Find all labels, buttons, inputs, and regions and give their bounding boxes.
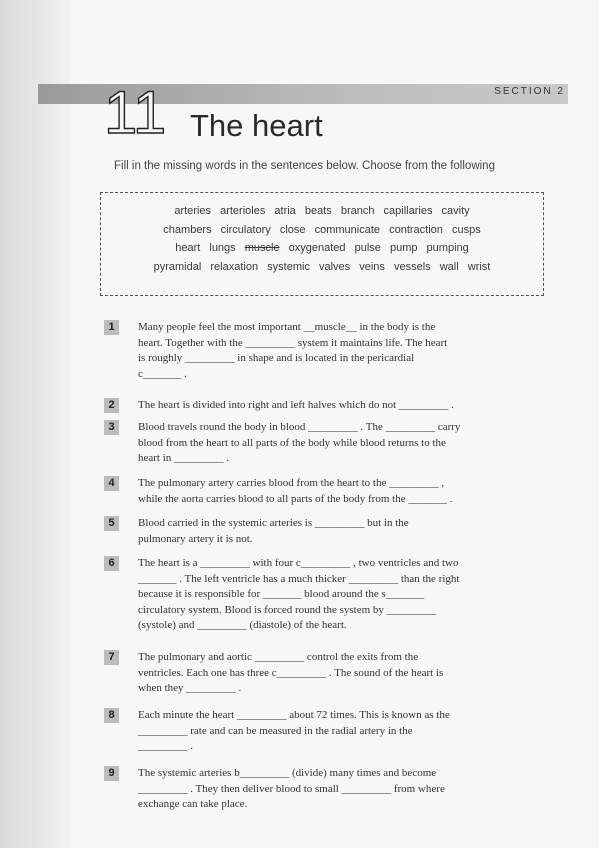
word-option: circulatory: [220, 223, 271, 236]
question-number: 6: [104, 556, 119, 571]
word-row: [111, 258, 533, 277]
question-text: [138, 320, 556, 382]
question-line: The heart is a _________ with four c_________ , two ventricles and two: [138, 557, 459, 569]
question-line: _________ . They then deliver blood to small _________ from where: [138, 782, 445, 795]
question-line: because it is responsible for _______ blood around the s_______: [138, 588, 425, 601]
word-option: vessels: [393, 260, 431, 273]
question-line: (systole) and _________ (diastole) of the heart.: [138, 619, 347, 632]
section-label: SECTION 2: [494, 86, 565, 97]
question-line: heart in _________ .: [138, 452, 230, 465]
question-text: [138, 766, 556, 813]
question-item: [104, 516, 556, 547]
word-option: branch: [340, 205, 375, 217]
word-option: valves: [318, 260, 351, 273]
word-option: arteries: [174, 205, 212, 217]
question-text: [138, 476, 556, 507]
question-number: 8: [104, 708, 119, 723]
question-text: [138, 516, 556, 547]
word-option: lungs: [209, 242, 236, 254]
word-option: cusps: [451, 223, 481, 236]
question-number: 4: [104, 476, 119, 491]
word-option: veins: [359, 260, 385, 273]
word-option: oxygenated: [288, 242, 346, 254]
question-item: [104, 556, 556, 634]
word-option: chambers: [163, 223, 212, 236]
word-option: contraction: [389, 223, 443, 236]
instructions: Fill in the missing words in the sentences below. Choose from the following: [114, 160, 495, 172]
question-line: _________ rate and can be measured in the radial artery in the: [138, 724, 413, 737]
word-option: close: [279, 223, 306, 236]
page-spine-shadow: [0, 0, 70, 848]
question-number: 9: [104, 766, 119, 781]
word-option: wrist: [467, 260, 491, 273]
question-line: ventricles. Each one has three c_________ . The sound of the heart is: [138, 666, 444, 679]
question-line: heart. Together with the _________ system it maintains life. The heart: [138, 336, 448, 349]
word-option: cavity: [441, 205, 470, 217]
question-line: exchange can take place.: [138, 798, 248, 811]
question-line: _______ . The left ventricle has a much thicker _________ than the right: [138, 572, 460, 585]
question-line: is roughly _________ in shape and is located in the pericardial: [138, 352, 415, 365]
question-text: [138, 398, 556, 414]
question-text: [138, 420, 556, 467]
word-option: pulse: [354, 242, 381, 254]
question-item: [104, 398, 556, 414]
question-line: c_______ .: [138, 367, 187, 380]
page-title: The heart: [190, 108, 323, 143]
question-number: 7: [104, 650, 119, 665]
word-row: [111, 221, 533, 240]
word-option: pyramidal: [153, 260, 202, 273]
question-item: [104, 420, 556, 467]
word-option: muscle: [244, 242, 280, 254]
question-item: [104, 766, 556, 813]
question-number: 2: [104, 398, 119, 413]
question-line: pulmonary artery it is not.: [138, 532, 253, 545]
question-item: [104, 320, 556, 382]
word-option: wall: [439, 260, 459, 273]
question-line: The heart is divided into right and left halves which do not _________ .: [138, 399, 454, 411]
question-text: [138, 650, 556, 697]
question-item: [104, 708, 556, 755]
word-option: pumping: [426, 242, 469, 254]
word-option: beats: [304, 205, 332, 217]
question-line: circulatory system. Blood is forced round the system by _________: [138, 603, 437, 616]
question-text: [138, 556, 556, 634]
word-row: [111, 239, 533, 258]
word-option: pump: [389, 242, 418, 254]
question-line: Each minute the heart _________ about 72 times. This is known as the: [138, 709, 450, 721]
question-line: blood from the heart to all parts of the body while blood returns to the: [138, 436, 446, 449]
question-line: while the aorta carries blood to all parts of the body from the _______ .: [138, 492, 453, 505]
question-line: Many people feel the most important __muscle__ in the body is the: [138, 321, 436, 333]
question-item: [104, 476, 556, 507]
question-text: [138, 708, 556, 755]
question-number: 5: [104, 516, 119, 531]
question-number: 1: [104, 320, 119, 335]
question-line: Blood carried in the systemic arteries is _________ but in the: [138, 517, 409, 529]
question-line: _________ .: [138, 740, 193, 753]
word-box: [100, 192, 544, 296]
word-option: heart: [175, 242, 201, 254]
word-option: relaxation: [210, 260, 259, 273]
question-line: The systemic arteries b_________ (divide) many times and become: [138, 767, 437, 779]
question-number: 3: [104, 420, 119, 435]
question-line: Blood travels round the body in blood _________ . The _________ carry: [138, 421, 461, 433]
question-item: [104, 650, 556, 697]
word-option: arterioles: [220, 205, 266, 217]
word-option: atria: [274, 205, 296, 217]
word-option: systemic: [267, 260, 310, 273]
word-row: [111, 202, 533, 221]
question-line: The pulmonary artery carries blood from the heart to the _________ ,: [138, 477, 445, 489]
question-line: when they _________ .: [138, 682, 242, 695]
question-line: The pulmonary and aortic _________ control the exits from the: [138, 651, 419, 663]
word-option: capillaries: [383, 205, 433, 217]
unit-number: 11: [104, 79, 167, 146]
word-option: communicate: [314, 223, 381, 236]
